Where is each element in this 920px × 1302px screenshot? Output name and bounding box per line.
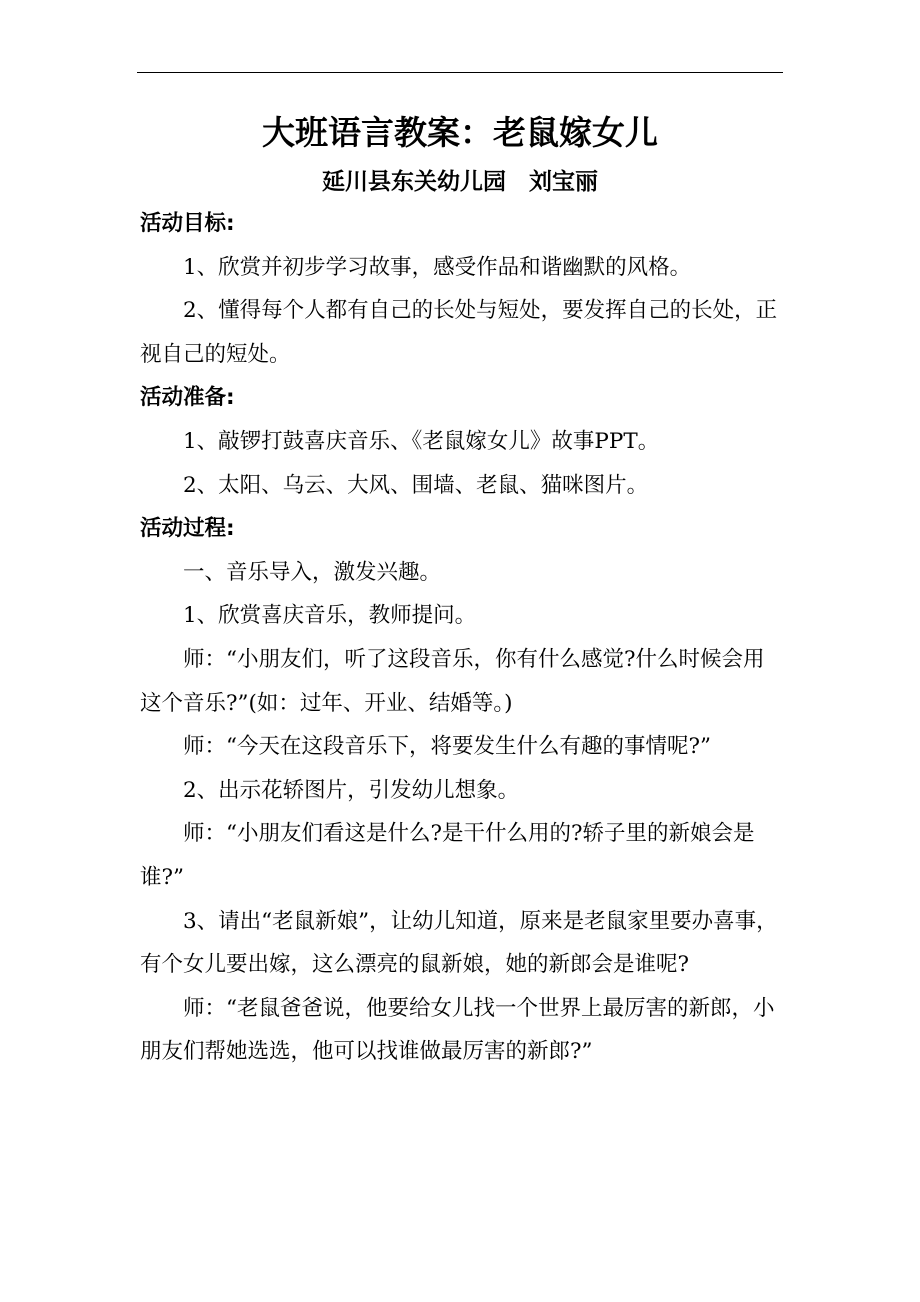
process-item: 一、音乐导入，激发兴趣。 [183, 559, 442, 585]
process-item: 3、请出“老鼠新娘”，让幼儿知道，原来是老鼠家里要办喜事，有个女儿要出嫁，这么漂亮的鼠新娘，她的新郎会是谁呢? [140, 908, 778, 978]
author-line: 延川县东关幼儿园 刘宝丽 [322, 169, 598, 195]
process-item: 师：“小朋友们，听了这段音乐，你有什么感觉?什么时候会用这个音乐?”(如：过年、开业、结婚等。) [140, 646, 765, 716]
process-item: 1、欣赏喜庆音乐，教师提问。 [183, 603, 477, 629]
process-item: 师：“老鼠爸爸说，他要给女儿找一个世界上最厉害的新郎，小朋友们帮她选选，他可以找谁做最厉害的新郎?” [140, 995, 775, 1065]
document-title: 大班语言教案：老鼠嫁女儿 [262, 113, 658, 152]
section-heading-goals: 活动目标: [140, 211, 235, 236]
process-item: 师：“今天在这段音乐下，将要发生什么有趣的事情呢?” [183, 734, 712, 760]
goal-item: 1、欣赏并初步学习故事，感受作品和谐幽默的风格。 [183, 254, 692, 280]
prep-item: 2、太阳、乌云、大风、围墙、老鼠、猫咪图片。 [183, 472, 649, 498]
section-heading-process: 活动过程: [140, 516, 235, 542]
prep-item: 1、敲锣打鼓喜庆音乐、《老鼠嫁女儿》故事PPT。 [183, 428, 660, 454]
section-heading-prep: 活动准备: [140, 385, 235, 411]
process-item: 2、出示花轿图片，引发幼儿想象。 [183, 777, 520, 803]
goal-item: 2、懂得每个人都有自己的长处与短处，要发挥自己的长处，正视自己的短处。 [140, 298, 778, 367]
document-body [140, 202, 784, 1074]
process-item: 师：“小朋友们看这是什么?是干什么用的?轿子里的新娘会是谁?” [140, 821, 755, 890]
header-rule [137, 72, 783, 73]
